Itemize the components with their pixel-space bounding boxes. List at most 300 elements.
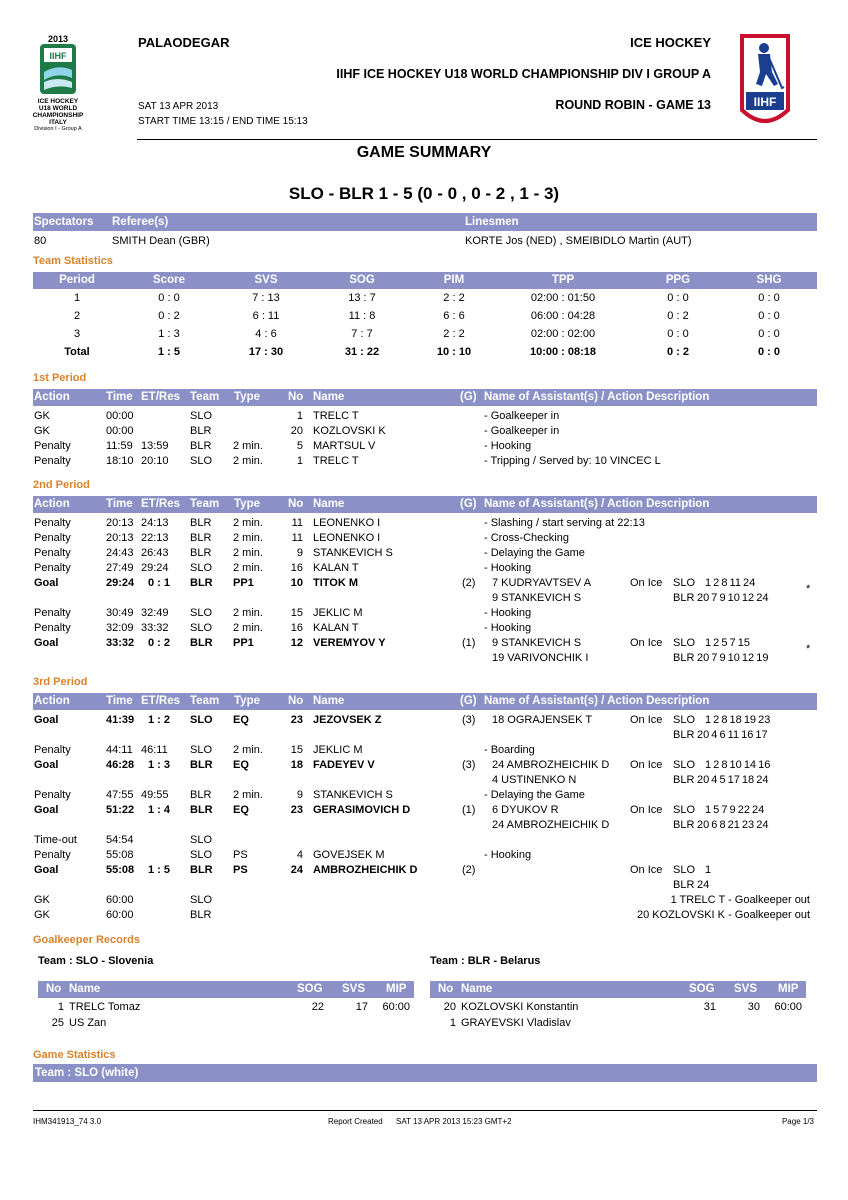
events-header-bar: [33, 693, 817, 710]
logo-year: 2013: [47, 34, 69, 44]
event-no: 15: [290, 607, 303, 619]
table-cell: 02:00 : 01:50: [530, 292, 596, 304]
events-header: Action: [34, 695, 70, 707]
events-header: (G): [460, 695, 477, 707]
event-action: Penalty: [34, 532, 71, 544]
gk-header: SVS: [342, 983, 366, 995]
event-goal-count: (1): [462, 637, 476, 649]
team-stats-header: SHG: [756, 274, 782, 286]
event-team: SLO: [190, 714, 213, 726]
footer-code: IHM341913_74 3.0: [33, 1117, 102, 1126]
game-times: START TIME 13:15 / END TIME 15:13: [138, 116, 308, 127]
event-no: 11: [291, 517, 303, 529]
on-ice-players: 24: [697, 879, 710, 891]
events-header: Name: [313, 498, 345, 510]
event-player: VEREMYOV Y: [313, 637, 386, 649]
event-et: 0 : 1: [148, 577, 171, 589]
page-title: GAME SUMMARY: [356, 144, 492, 161]
gk-no: 20: [443, 1001, 456, 1013]
event-no: 23: [290, 804, 303, 816]
event-player: LEONENKO I: [313, 532, 381, 544]
assist-2: 9 STANKEVICH S: [492, 592, 582, 604]
event-goal-count: (2): [462, 577, 476, 589]
event-description: 1 TRELC T - Goalkeeper out: [670, 894, 810, 906]
event-et: 24:13: [141, 517, 169, 529]
assist-1: 24 AMBROZHEICHIK D: [492, 759, 610, 771]
event-no: 16: [290, 562, 303, 574]
event-description: - Goalkeeper in: [484, 410, 560, 422]
event-no: 9: [296, 547, 303, 559]
footer-created: SAT 13 APR 2013 15:23 GMT+2: [396, 1117, 512, 1126]
table-row: [0, 292, 848, 308]
events-header: (G): [460, 498, 477, 510]
event-no: 4: [296, 849, 303, 861]
assist-2: 19 VARIVONCHIK I: [492, 652, 589, 664]
events-header: No: [288, 391, 304, 403]
event-action: Goal: [34, 577, 59, 589]
on-ice-team: SLO: [673, 864, 696, 876]
table-cell: 10 : 10: [436, 346, 472, 358]
on-ice-players: 1 5 7 9 22 24: [705, 804, 765, 816]
gk-row: [430, 1017, 806, 1032]
events-header: Type: [234, 391, 260, 403]
event-team: BLR: [190, 577, 213, 589]
on-ice-team: BLR: [673, 879, 695, 891]
event-player: AMBROZHEICHIK D: [313, 864, 418, 876]
event-team: SLO: [190, 834, 213, 846]
event-action: GK: [34, 909, 50, 921]
on-ice-label: On Ice: [630, 864, 663, 876]
event-team: SLO: [190, 455, 213, 467]
event-action: Penalty: [34, 789, 71, 801]
event-action: Goal: [34, 804, 59, 816]
events-header: Time: [106, 391, 133, 403]
event-team: BLR: [190, 789, 212, 801]
event-player: JEKLIC M: [313, 744, 363, 756]
event-time: 60:00: [106, 894, 134, 906]
event-description: - Tripping / Served by: 10 VINCEC L: [484, 455, 661, 467]
event-et: 13:59: [141, 440, 169, 452]
event-team: BLR: [190, 517, 212, 529]
event-team: SLO: [190, 894, 213, 906]
event-team: SLO: [190, 744, 213, 756]
event-time: 27:49: [106, 562, 134, 574]
period-section-title: 1st Period: [33, 372, 87, 384]
events-header: Name of Assistant(s) / Action Description: [484, 498, 710, 510]
assist-2: 4 USTINENKO N: [492, 774, 577, 786]
on-ice-team: SLO: [673, 804, 696, 816]
table-cell: 02:00 : 02:00: [530, 328, 596, 340]
assist-2: 24 AMBROZHEICHIK D: [492, 819, 610, 831]
table-row: [0, 328, 848, 344]
gk-sog: 31: [703, 1001, 716, 1013]
event-time: 54:54: [106, 834, 134, 846]
on-ice-players: 20 4 6 11 16 17: [697, 729, 768, 741]
event-team: SLO: [190, 562, 213, 574]
event-type: 2 min.: [233, 789, 263, 801]
event-time: 41:39: [106, 714, 135, 726]
event-team: BLR: [190, 532, 212, 544]
event-type: 2 min.: [233, 517, 263, 529]
event-no: 16: [290, 622, 303, 634]
on-ice-team: BLR: [673, 819, 695, 831]
events-header: Team: [190, 695, 220, 707]
event-time: 44:11: [106, 744, 133, 756]
event-action: Goal: [34, 759, 59, 771]
gk-row: [38, 1001, 414, 1016]
event-no: 1: [296, 455, 303, 467]
event-et: 29:24: [141, 562, 169, 574]
event-row: [0, 455, 848, 485]
logo-text: ICE HOCKEY U18 WORLD CHAMPIONSHIP ITALY Division I - Group A: [32, 98, 84, 132]
event-time: 29:24: [106, 577, 135, 589]
on-ice-label: On Ice: [630, 714, 663, 726]
team-stats-header: Period: [59, 274, 95, 286]
events-header: Time: [106, 695, 133, 707]
event-et: 1 : 5: [148, 864, 171, 876]
event-team: BLR: [190, 804, 213, 816]
event-et: 46:11: [141, 744, 168, 756]
table-cell: 06:00 : 04:28: [530, 310, 596, 322]
event-action: Penalty: [34, 849, 71, 861]
event-type: EQ: [233, 714, 249, 726]
event-description: - Boarding: [484, 744, 535, 756]
svg-text:IIHF: IIHF: [49, 51, 67, 61]
event-player: JEZOVSEK Z: [313, 714, 382, 726]
event-team: BLR: [190, 547, 212, 559]
table-cell: 6 : 11: [252, 310, 280, 322]
event-description: - Goalkeeper in: [484, 425, 560, 437]
event-type: PS: [233, 849, 248, 861]
on-ice-team: BLR: [673, 652, 695, 664]
event-no: 24: [290, 864, 303, 876]
footnote-star: *: [806, 583, 811, 595]
event-time: 18:10: [106, 455, 134, 467]
gk-team-slo-label: Team : SLO - Slovenia: [38, 955, 154, 967]
gk-row: [38, 1017, 414, 1032]
event-type: 2 min.: [233, 532, 263, 544]
gk-no: 1: [57, 1001, 64, 1013]
event-action: Penalty: [34, 455, 71, 467]
event-type: 2 min.: [233, 455, 263, 467]
table-row: [0, 310, 848, 326]
table-cell: 11 : 8: [348, 310, 376, 322]
on-ice-players: 20 7 9 10 12 24: [697, 592, 769, 604]
events-header: No: [288, 695, 304, 707]
event-no: 18: [290, 759, 303, 771]
gk-header: No: [438, 983, 454, 995]
event-et: 26:43: [141, 547, 169, 559]
event-no: 1: [296, 410, 303, 422]
events-header: ET/Res: [141, 695, 180, 707]
event-type: PP1: [233, 577, 254, 589]
event-time: 00:00: [106, 410, 134, 422]
logo-emblem-icon: [38, 44, 78, 96]
team-stats-header: PPG: [665, 274, 691, 286]
team-stats-header: Score: [153, 274, 185, 286]
gk-row: [430, 1001, 806, 1016]
events-header: Action: [34, 498, 70, 510]
gk-no: 1: [449, 1017, 456, 1029]
gk-header: Name: [461, 983, 493, 995]
event-goal-count: (2): [462, 864, 476, 876]
championship-name: IIHF ICE HOCKEY U18 WORLD CHAMPIONSHIP DIV I GROUP A: [336, 67, 711, 81]
event-action: GK: [34, 894, 50, 906]
footer-created-label: Report Created: [328, 1117, 383, 1126]
table-cell: 31 : 22: [344, 346, 380, 358]
goal-row: [0, 577, 848, 607]
events-header: ET/Res: [141, 498, 180, 510]
footer-rule: [33, 1110, 817, 1111]
on-ice-players: 20 6 8 21 23 24: [697, 819, 769, 831]
event-type: EQ: [233, 759, 249, 771]
goal-row: [0, 864, 848, 894]
event-time: 46:28: [106, 759, 135, 771]
event-action: GK: [34, 425, 50, 437]
gk-header: SOG: [689, 983, 715, 995]
gk-header-bar: [430, 981, 806, 998]
event-player: FADEYEV V: [313, 759, 375, 771]
event-team: BLR: [190, 637, 213, 649]
gk-header: Name: [69, 983, 101, 995]
event-action: Penalty: [34, 440, 71, 452]
on-ice-label: On Ice: [630, 804, 663, 816]
on-ice-team: SLO: [673, 714, 696, 726]
table-cell: Total: [64, 346, 90, 358]
on-ice-team: BLR: [673, 774, 695, 786]
table-cell: 17 : 30: [248, 346, 284, 358]
event-player: STANKEVICH S: [313, 547, 393, 559]
gk-header: SVS: [734, 983, 758, 995]
events-header: (G): [460, 391, 477, 403]
referees-value: SMITH Dean (GBR): [112, 235, 210, 247]
spectators-label: Spectators: [34, 216, 94, 228]
event-description: - Slashing / start serving at 22:13: [484, 517, 645, 529]
event-et: 1 : 3: [148, 759, 171, 771]
assist-1: 6 DYUKOV R: [492, 804, 559, 816]
sport: ICE HOCKEY: [630, 35, 711, 50]
event-description: - Hooking: [484, 562, 532, 574]
table-cell: 0 : 2: [667, 310, 689, 322]
events-header: ET/Res: [141, 391, 180, 403]
event-description: - Delaying the Game: [484, 547, 585, 559]
goal-row: [0, 637, 848, 667]
gk-header: MIP: [778, 983, 799, 995]
gk-name: KOZLOVSKI Konstantin: [461, 1001, 579, 1013]
on-ice-players: 20 7 9 10 12 19: [697, 652, 769, 664]
team-stats-section: Team Statistics: [33, 255, 113, 267]
assist-1: 7 KUDRYAVTSEV A: [492, 577, 592, 589]
events-header: Action: [34, 391, 70, 403]
on-ice-team: SLO: [673, 759, 696, 771]
event-action: Penalty: [34, 547, 71, 559]
gk-team-blr-label: Team : BLR - Belarus: [430, 955, 541, 967]
event-action: Goal: [34, 864, 59, 876]
game-date: SAT 13 APR 2013: [138, 101, 219, 112]
event-player: TRELC T: [313, 455, 359, 467]
team-stats-header: PIM: [443, 274, 465, 286]
officials-header-bar: [33, 213, 817, 231]
table-cell: 0 : 0: [758, 292, 780, 304]
event-time: 51:22: [106, 804, 135, 816]
event-type: 2 min.: [233, 744, 263, 756]
table-cell: 1 : 3: [158, 328, 180, 340]
table-cell: 3: [73, 328, 81, 340]
round-info: ROUND ROBIN - GAME 13: [555, 98, 711, 112]
on-ice-label: On Ice: [630, 637, 663, 649]
events-header: Name: [313, 695, 345, 707]
team-stats-total-row: [0, 346, 848, 362]
event-goal-count: (1): [462, 804, 476, 816]
event-team: SLO: [190, 607, 213, 619]
venue: PALAODEGAR: [138, 35, 230, 50]
team-stats-header: TPP: [551, 274, 575, 286]
event-action: Penalty: [34, 562, 71, 574]
event-player: LEONENKO I: [313, 517, 381, 529]
game-stats-team-label: Team : SLO (white): [35, 1067, 139, 1079]
event-player: TRELC T: [313, 410, 359, 422]
event-team: BLR: [190, 425, 212, 437]
gk-header: MIP: [386, 983, 407, 995]
referees-label: Referee(s): [112, 216, 169, 228]
event-team: BLR: [190, 440, 212, 452]
on-ice-label: On Ice: [630, 759, 663, 771]
gk-sog: 22: [311, 1001, 324, 1013]
event-description: - Cross-Checking: [484, 532, 569, 544]
event-time: 60:00: [106, 909, 134, 921]
event-type: 2 min.: [233, 547, 263, 559]
event-no: 20: [290, 425, 303, 437]
event-time: 30:49: [106, 607, 134, 619]
table-cell: 7 : 7: [351, 328, 373, 340]
events-header: Name of Assistant(s) / Action Description: [484, 695, 710, 707]
game-stats-team-bar: [33, 1064, 817, 1082]
table-cell: 2 : 2: [443, 328, 465, 340]
gk-header-bar: [38, 981, 414, 998]
event-team: SLO: [190, 622, 213, 634]
events-header: Type: [234, 498, 260, 510]
event-player: GOVEJSEK M: [313, 849, 385, 861]
event-time: 55:08: [106, 849, 134, 861]
assist-1: 9 STANKEVICH S: [492, 637, 582, 649]
on-ice-players: 1 2 8 18 19 23: [705, 714, 771, 726]
event-no: 10: [290, 577, 303, 589]
period-section-title: 3rd Period: [33, 676, 88, 688]
event-action: Goal: [34, 714, 59, 726]
event-type: 2 min.: [233, 562, 263, 574]
event-action: GK: [34, 410, 50, 422]
on-ice-players: 1 2 8 10 14 16: [705, 759, 771, 771]
goal-row: [0, 804, 848, 834]
event-description: - Hooking: [484, 849, 532, 861]
event-action: Penalty: [34, 622, 71, 634]
event-goal-count: (3): [462, 759, 476, 771]
table-cell: 4 : 6: [255, 328, 277, 340]
on-ice-team: SLO: [673, 637, 696, 649]
event-et: 32:49: [141, 607, 169, 619]
table-cell: 0 : 0: [667, 292, 689, 304]
table-cell: 0 : 2: [158, 310, 180, 322]
event-time: 00:00: [106, 425, 134, 437]
event-action: Goal: [34, 637, 59, 649]
event-player: JEKLIC M: [313, 607, 363, 619]
events-header: Type: [234, 695, 260, 707]
event-et: 20:10: [141, 455, 169, 467]
footer-page: Page 1/3: [781, 1117, 814, 1126]
events-header: Name: [313, 391, 345, 403]
game-score: SLO - BLR 1 - 5 (0 - 0 , 0 - 2 , 1 - 3): [288, 184, 560, 203]
event-description: - Hooking: [484, 440, 532, 452]
event-et: 33:32: [141, 622, 169, 634]
events-header: Time: [106, 498, 133, 510]
on-ice-players: 1 2 5 7 15: [705, 637, 750, 649]
header-rule: [137, 139, 817, 140]
table-cell: 13 : 7: [348, 292, 376, 304]
event-goal-count: (3): [462, 714, 476, 726]
goal-row: [0, 714, 848, 744]
table-cell: 10:00 : 08:18: [529, 346, 597, 358]
event-description: - Hooking: [484, 622, 532, 634]
linesmen-label: Linesmen: [465, 216, 519, 228]
event-et: 49:55: [141, 789, 169, 801]
event-type: PS: [233, 864, 248, 876]
table-cell: 0 : 0: [757, 346, 780, 358]
team-stats-header: SVS: [254, 274, 278, 286]
event-description: - Hooking: [484, 607, 532, 619]
event-no: 11: [291, 532, 303, 544]
gk-header: No: [46, 983, 62, 995]
table-cell: 0 : 0: [158, 292, 180, 304]
on-ice-players: 20 4 5 17 18 24: [697, 774, 769, 786]
on-ice-players: 1: [705, 864, 712, 876]
table-cell: 2 : 2: [443, 292, 465, 304]
table-cell: 6 : 6: [443, 310, 465, 322]
event-team: BLR: [190, 759, 213, 771]
event-action: Time-out: [34, 834, 77, 846]
event-team: BLR: [190, 909, 212, 921]
event-time: 47:55: [106, 789, 134, 801]
event-action: Penalty: [34, 607, 71, 619]
events-header-bar: [33, 389, 817, 406]
event-player: KALAN T: [313, 622, 359, 634]
assist-1: 18 OGRAJENSEK T: [492, 714, 593, 726]
gk-mip: 60:00: [382, 1001, 410, 1013]
iihf-logo-icon: [738, 32, 792, 134]
event-time: 55:08: [106, 864, 135, 876]
event-time: 20:13: [106, 532, 134, 544]
events-header: Team: [190, 498, 220, 510]
on-ice-players: 1 2 8 11 24: [705, 577, 756, 589]
gk-svs: 17: [355, 1001, 368, 1013]
event-time: 32:09: [106, 622, 134, 634]
event-no: 23: [290, 714, 303, 726]
gk-no: 25: [51, 1017, 64, 1029]
footnote-star: *: [806, 643, 811, 655]
event-no: 12: [290, 637, 303, 649]
event-time: 20:13: [106, 517, 134, 529]
team-stats-header: SOG: [349, 274, 375, 286]
event-description: 20 KOZLOVSKI K - Goalkeeper out: [636, 909, 810, 921]
gk-name: TRELC Tomaz: [69, 1001, 141, 1013]
gk-svs: 30: [747, 1001, 760, 1013]
gk-name: US Zan: [69, 1017, 107, 1029]
gk-name: GRAYEVSKI Vladislav: [461, 1017, 571, 1029]
period-section-title: 2nd Period: [33, 479, 90, 491]
svg-text:IIHF: IIHF: [753, 95, 777, 109]
event-type: 2 min.: [233, 440, 263, 452]
table-cell: 0 : 0: [758, 310, 780, 322]
events-header: Name of Assistant(s) / Action Description: [484, 391, 710, 403]
